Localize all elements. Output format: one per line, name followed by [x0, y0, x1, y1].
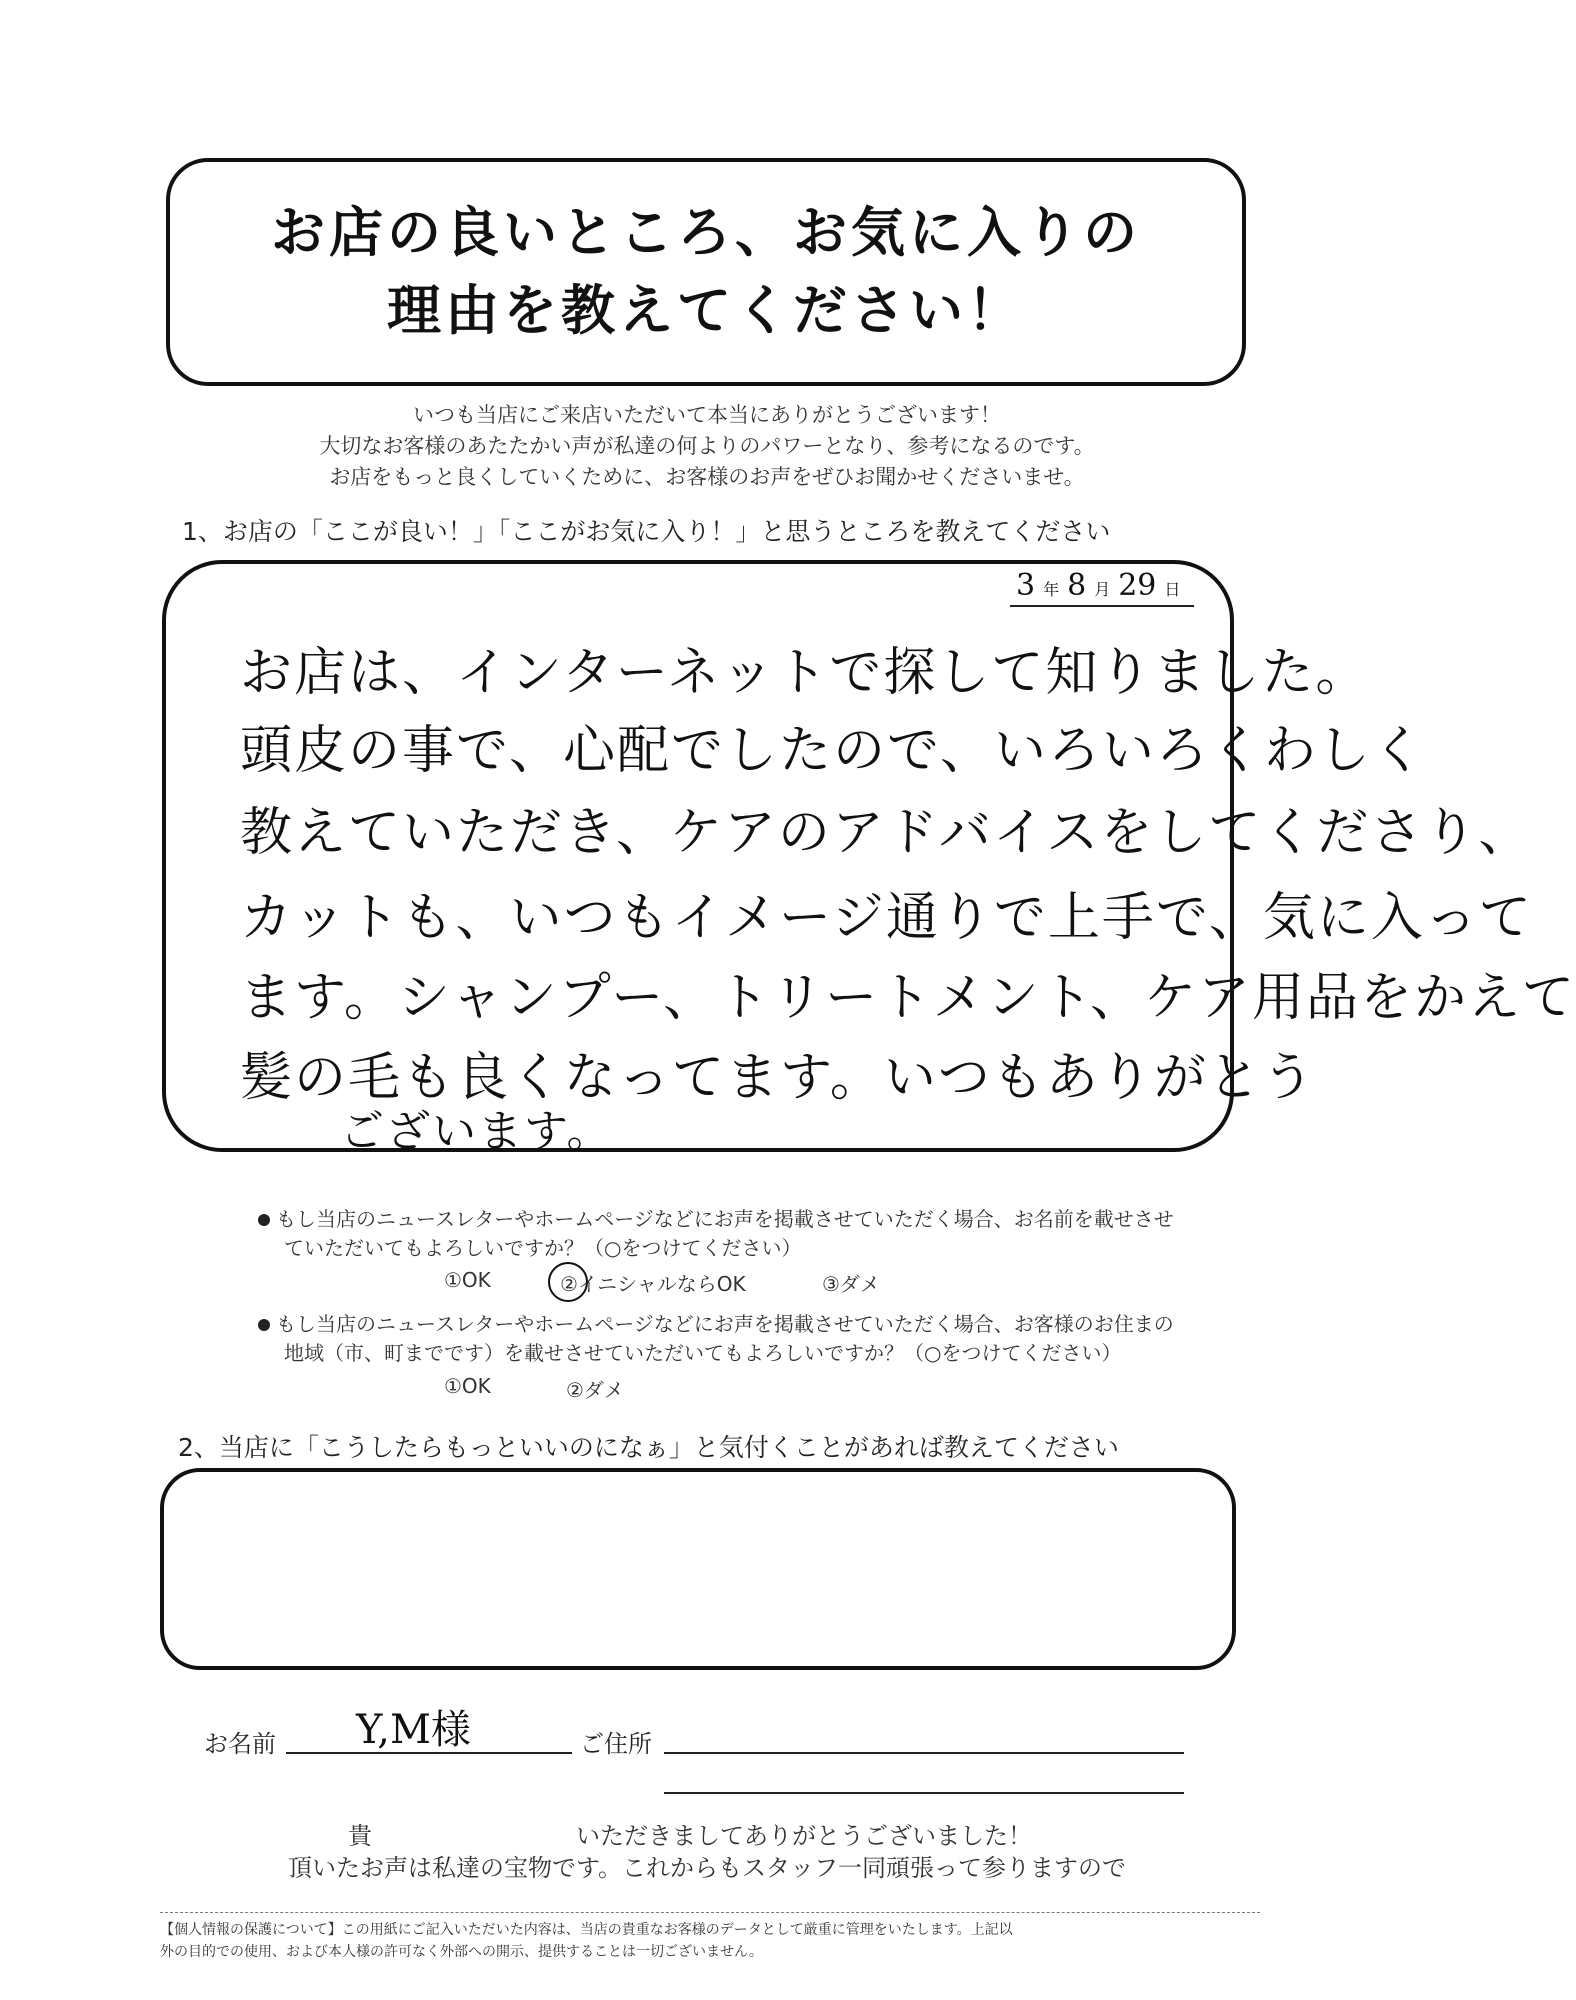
consent-1-line-2: ていただいてもよろしいですか？（○をつけてください） [284, 1236, 802, 1260]
intro-line-3: お店をもっと良くしていくために、お客様のお声をぜひお聞かせくださいませ。 [329, 465, 1085, 489]
privacy-notice [160, 1912, 1260, 1963]
date-field [1010, 568, 1194, 607]
consent-2-option-no[interactable]: ②ダメ [566, 1378, 624, 1402]
date-month: 8 [1067, 568, 1087, 603]
consent-2-line-1 [258, 1308, 1174, 1337]
date-month-unit: 月 [1094, 580, 1111, 599]
date-day-unit: 日 [1164, 580, 1181, 599]
thanks-line-1: いただきましてありがとうございました！ [576, 1822, 1032, 1850]
answer-1-line-3: 教えていただき、ケアのアドバイスをしてくださり、 [240, 803, 1533, 863]
date-year: 3 [1016, 568, 1036, 603]
answer-1-line-1: お店は、インターネットで探して知りました。 [240, 643, 1370, 703]
thanks-line-2: 頂いたお声は私達の宝物です。これからもスタッフ一同頑張って参りますので [287, 1854, 1127, 1882]
address-underline-2[interactable] [664, 1792, 1184, 1794]
consent-2-text-1: もし当店のニュースレターやホームページなどにお声を掲載させていただく場合、お客様のお住まの [276, 1312, 1174, 1336]
consent-1-text-1: もし当店のニュースレターやホームページなどにお声を掲載させていただく場合、お名前を載せさせ [276, 1207, 1174, 1231]
answer-1-line-5: ます。シャンプー、トリートメント、ケア用品をかえて [240, 968, 1576, 1028]
privacy-line-2: 外の目的での使用、および本人様の許可なく外部への開示、提供することは一切ございません。 [160, 1944, 763, 1960]
consent-2-line-2: 地域（市、町までです）を載せさせていただいてもよろしいですか？（○をつけてください） [284, 1341, 1122, 1365]
consent-1-option-initial[interactable]: ②イニシャルならOK [560, 1272, 746, 1296]
consent-1-option-no[interactable]: ③ダメ [822, 1272, 880, 1296]
bullet-icon [258, 1214, 270, 1226]
consent-2-option-ok[interactable]: ①OK [444, 1374, 491, 1398]
title-box [166, 158, 1246, 386]
consent-1-line-1 [258, 1203, 1174, 1232]
address-underline-1[interactable] [664, 1752, 1184, 1754]
intro-line-2: 大切なお客様のあたたかい声が私達の何よりのパワーとなり、参考になるのです。 [319, 434, 1095, 458]
question-2: 2、当店に「こうしたらもっといいのになぁ」と気付くことがあれば教えてください [178, 1433, 1119, 1462]
answer-1-line-2: 頭皮の事で、心配でしたので、いろいろくわしく [240, 721, 1426, 781]
bullet-icon [258, 1319, 270, 1331]
name-label: お名前 [204, 1730, 276, 1758]
privacy-line-1: 【個人情報の保護について】この用紙にご記入いただいた内容は、当店の貴重なお客様のデータとして厳重に管理をいたします。上記以 [160, 1922, 1013, 1938]
thanks-line-1-prefix: 貴 [348, 1822, 372, 1850]
intro-line-1: いつも当店にご来店いただいて本当にありがとうございます！ [413, 403, 1001, 427]
date-year-unit: 年 [1043, 580, 1060, 599]
selected-circle-mark [548, 1262, 588, 1302]
answer-1-line-7: ございます。 [340, 1106, 613, 1157]
title-line-2: 理由を教えてください！ [387, 279, 1025, 342]
answer-1-line-4: カットも、いつもイメージ通りで上手で、気に入って [240, 888, 1533, 948]
consent-1-option-ok[interactable]: ①OK [444, 1268, 491, 1292]
date-day: 29 [1118, 568, 1157, 603]
name-value[interactable]: Y,M様 [356, 1707, 471, 1753]
question-1: 1、お店の「ここが良い！」「ここがお気に入り！」と思うところを教えてください [182, 517, 1111, 546]
title-line-1: お店の良いところ、お気に入りの [271, 201, 1141, 264]
answer-1-line-6: 髪の毛も良くなってます。いつもありがとう [240, 1048, 1316, 1108]
answer-2-box[interactable] [160, 1468, 1236, 1670]
address-label: ご住所 [580, 1730, 652, 1758]
